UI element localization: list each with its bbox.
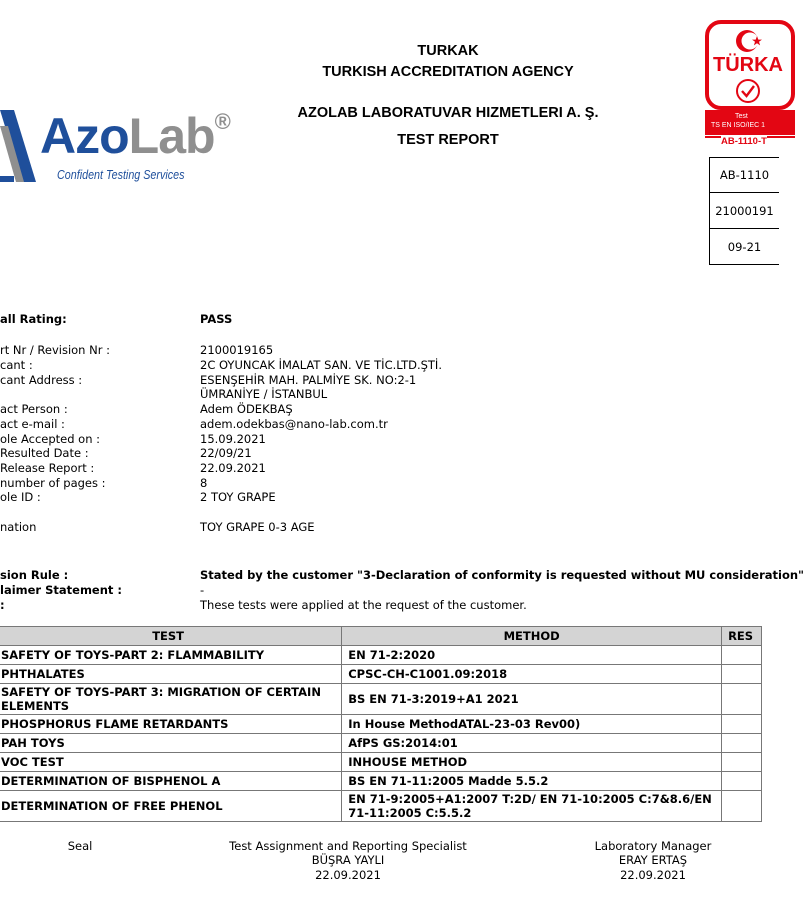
- test-cell: PAH TOYS: [0, 734, 342, 753]
- test-cell: SAFETY OF TOYS-PART 2: FLAMMABILITY: [0, 646, 342, 665]
- info-value-contact-person: Adem ÖDEKBAŞ: [200, 402, 293, 416]
- info-label-report-nr: rt Nr / Revision Nr :: [0, 343, 110, 357]
- turkak-wordmark: TÜRKA: [713, 54, 783, 76]
- tests-table: [0, 626, 762, 822]
- manager-title: Laboratory Manager: [594, 839, 712, 853]
- info-label-contact-email: act e-mail :: [0, 417, 65, 431]
- test-cell: DETERMINATION OF FREE PHENOL: [0, 791, 342, 822]
- info-label-accepted-on: ole Accepted on :: [0, 432, 101, 446]
- method-cell: EN 71-2:2020: [342, 646, 722, 665]
- method-cell: BS EN 71-3:2019+A1 2021: [342, 684, 722, 715]
- logo-azo-text: Azo: [40, 108, 129, 164]
- manager-date: 22.09.2021: [620, 868, 686, 882]
- info-label-address: cant Address :: [0, 373, 83, 387]
- specialist-name: BÜŞRA YAYLI: [311, 853, 385, 867]
- result-cell: [722, 734, 762, 753]
- info-value-address-line2: ÜMRANİYE / İSTANBUL: [200, 387, 328, 401]
- method-cell: EN 71-9:2005+A1:2007 T:2D/ EN 71-10:2005 C:7&8.6/EN 71-11:2005 C:5.5.2: [342, 791, 722, 822]
- info-label-contact-person: act Person :: [0, 402, 68, 416]
- badge-code: AB-1110-T: [721, 136, 767, 147]
- test-cell: VOC TEST: [0, 753, 342, 772]
- test-cell: SAFETY OF TOYS-PART 3: MIGRATION OF CERTAIN ELEMENTS: [0, 684, 342, 715]
- info-value-designation: TOY GRAPE 0-3 AGE: [200, 520, 315, 534]
- info-value-pages: 8: [200, 476, 208, 490]
- report-number-box: 21000191: [709, 192, 779, 229]
- check-circle-icon: [735, 78, 761, 104]
- azolab-mark-icon: [0, 100, 40, 190]
- result-cell: [722, 684, 762, 715]
- result-cell: [722, 753, 762, 772]
- company-name: AZOLAB LABORATUVAR HIZMETLERI A. Ş.: [297, 105, 599, 121]
- turkak-badge: [705, 20, 783, 148]
- azolab-logo: [0, 95, 230, 190]
- info-value-release-report: 22.09.2021: [200, 461, 266, 475]
- method-cell: INHOUSE METHOD: [342, 753, 722, 772]
- result-cell: [722, 791, 762, 822]
- test-cell: PHOSPHORUS FLAME RETARDANTS: [0, 715, 342, 734]
- info-label-pages: number of pages :: [0, 476, 106, 490]
- logo-tagline: Confident Testing Services: [57, 168, 185, 182]
- info-value-resulted-date: 22/09/21: [200, 446, 252, 460]
- info-label-designation: nation: [0, 520, 37, 534]
- report-title: TEST REPORT: [397, 132, 499, 148]
- overall-rating-value: PASS: [200, 312, 233, 326]
- crescent-star-icon: [735, 28, 765, 54]
- info-value-sample-id: 2 TOY GRAPE: [200, 490, 276, 504]
- table-row: [0, 684, 762, 715]
- method-cell: BS EN 71-11:2005 Madde 5.5.2: [342, 772, 722, 791]
- info-value-report-nr: 2100019165: [200, 343, 274, 357]
- info-value-contact-email[interactable]: adem.odekbas@nano-lab.com.tr: [200, 417, 388, 431]
- decision-rule-label: sion Rule :: [0, 568, 69, 582]
- table-row: [0, 791, 762, 822]
- badge-standard: TS EN ISO/IEC 1: [711, 122, 766, 129]
- table-row: [0, 734, 762, 753]
- column-header-method: METHOD: [342, 627, 722, 646]
- info-label-sample-id: ole ID :: [0, 490, 41, 504]
- logo-lab-text: Lab: [128, 108, 215, 164]
- info-label-resulted-date: Resulted Date :: [0, 446, 89, 460]
- note-value: These tests were applied at the request of the customer.: [200, 598, 527, 612]
- table-row: [0, 665, 762, 684]
- test-cell: DETERMINATION OF BISPHENOL A: [0, 772, 342, 791]
- result-cell: [722, 772, 762, 791]
- table-row: [0, 753, 762, 772]
- info-value-accepted-on: 15.09.2021: [200, 432, 266, 446]
- table-row: [0, 715, 762, 734]
- agency-name: TURKISH ACCREDITATION AGENCY: [322, 64, 574, 80]
- result-cell: [722, 715, 762, 734]
- result-cell: [722, 665, 762, 684]
- method-cell: In House MethodATAL-23-03 Rev00): [342, 715, 722, 734]
- table-row: [0, 772, 762, 791]
- disclaimer-value: -: [200, 583, 205, 597]
- column-header-result: RES: [722, 627, 762, 646]
- specialist-title: Test Assignment and Reporting Specialist: [229, 839, 467, 853]
- table-row: [0, 646, 762, 665]
- column-header-test: TEST: [0, 627, 342, 646]
- specialist-date: 22.09.2021: [315, 868, 381, 882]
- note-label: :: [0, 598, 5, 612]
- test-cell: PHTHALATES: [0, 665, 342, 684]
- info-label-applicant: cant :: [0, 358, 33, 372]
- info-value-address: ESENŞEHİR MAH. PALMİYE SK. NO:2-1: [200, 373, 417, 387]
- info-label-release-report: Release Report :: [0, 461, 95, 475]
- info-value-applicant: 2C OYUNCAK İMALAT SAN. VE TİC.LTD.ŞTİ.: [200, 358, 442, 372]
- method-cell: CPSC-CH-C1001.09:2018: [342, 665, 722, 684]
- method-cell: AfPS GS:2014:01: [342, 734, 722, 753]
- result-cell: [722, 646, 762, 665]
- decision-rule-value: Stated by the customer "3-Declaration of conformity is requested without MU consideration": [200, 568, 804, 582]
- manager-name: ERAY ERTAŞ: [618, 853, 688, 867]
- accreditation-number-box: AB-1110: [709, 157, 779, 193]
- agency-acronym: TURKAK: [417, 43, 479, 59]
- badge-test-label: Test: [735, 113, 748, 120]
- registered-mark: ®: [214, 109, 230, 134]
- seal-label: Seal: [67, 839, 93, 853]
- overall-rating-label: all Rating:: [0, 312, 67, 326]
- date-box: 09-21: [709, 228, 779, 265]
- disclaimer-label: laimer Statement :: [0, 583, 123, 597]
- table-header-row: [0, 627, 762, 646]
